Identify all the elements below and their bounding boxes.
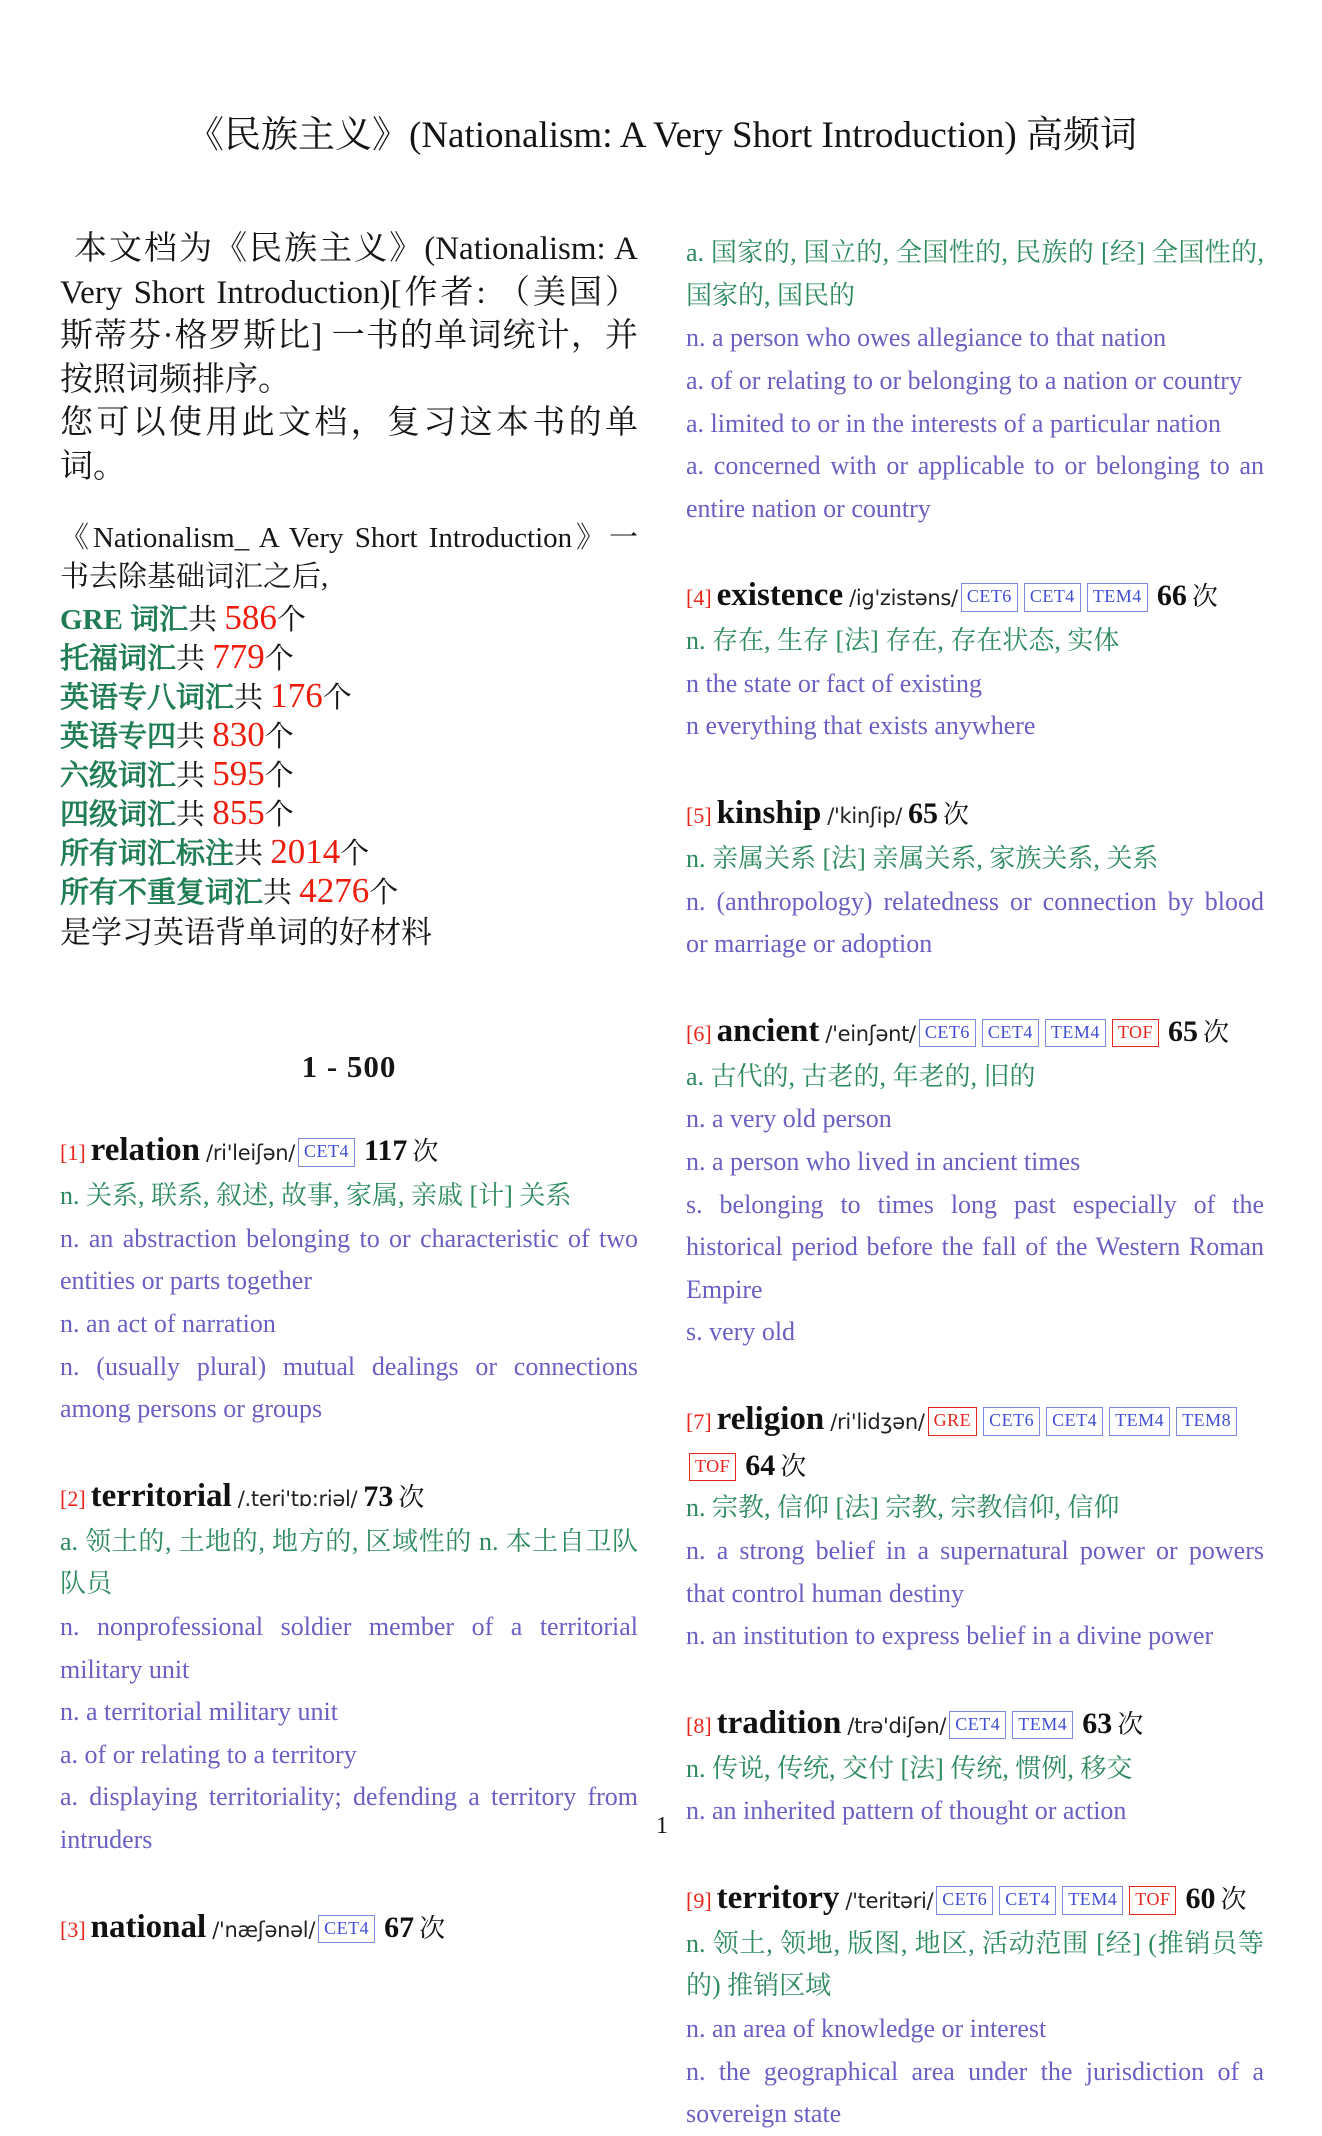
entry-index: [5]	[686, 803, 712, 829]
entry-word: kinship	[716, 795, 822, 832]
entry-header	[686, 1875, 1264, 1923]
intro-paragraph-1: 本文档为《民族主义》(Nationalism: A Very Short Introduction)[作者: （美国）斯蒂芬·格罗斯比] 一书的单词统计，并按照词频排序。	[60, 231, 638, 398]
word-entry	[686, 1875, 1264, 2136]
entry-frequency-count: 73	[363, 1479, 394, 1513]
entry-frequency-unit: 次	[398, 1482, 425, 1512]
word-entry-continued	[686, 232, 1264, 530]
definition-english: n. (anthropology) relatedness or connection by blood or marriage or adoption	[686, 886, 1264, 959]
entry-phonetic: /trə'diʃən/	[847, 1713, 947, 1738]
entry-word: national	[90, 1908, 207, 1945]
entry-frequency-unit: 次	[780, 1451, 807, 1481]
level-tag: TOF	[1129, 1886, 1176, 1915]
entry-frequency-count: 60	[1185, 1881, 1216, 1915]
entry-phonetic: /ri'lidʒən/	[830, 1410, 925, 1435]
level-tag: CET4	[982, 1019, 1039, 1048]
entry-header	[686, 572, 1264, 620]
statistic-unit: 个	[264, 799, 294, 832]
right-column	[686, 228, 1264, 2136]
statistic-count: 595	[212, 754, 265, 793]
level-tag: CET6	[936, 1886, 993, 1915]
definition-chinese: n. 传说, 传统, 交付 [法] 传统, 惯例, 移交	[686, 1753, 1133, 1783]
definition-chinese: n. 关系, 联系, 叙述, 故事, 家属, 亲戚 [计] 关系	[60, 1181, 572, 1211]
entry-index: [9]	[686, 1887, 712, 1913]
statistic-count: 2014	[270, 832, 341, 872]
entry-word: existence	[716, 577, 844, 614]
level-tag: CET4	[318, 1915, 375, 1944]
entry-header	[686, 1396, 1264, 1487]
entry-frequency-count: 66	[1156, 579, 1187, 613]
statistics-footer: 是学习英语背单词的好材料	[60, 915, 432, 951]
entry-word: territorial	[90, 1477, 232, 1514]
entry-phonetic: /ri'leiʃən/	[206, 1141, 296, 1166]
definition-english: n. (usually plural) mutual dealings or connections among persons or groups	[60, 1351, 638, 1424]
statistic-line	[60, 675, 638, 717]
word-entry	[60, 1904, 638, 1952]
entry-frequency-unit: 次	[419, 1913, 446, 1943]
word-entry	[60, 1473, 638, 1862]
level-tag: TOF	[1112, 1019, 1159, 1048]
section-heading: 1 - 500	[301, 1049, 397, 1085]
definition-english: n everything that exists anywhere	[686, 711, 1036, 741]
two-column-layout	[60, 228, 1264, 2136]
definition-english: n. a strong belief in a supernatural power or powers that control human destiny	[686, 1536, 1264, 1608]
statistic-label: 所有词汇标注	[60, 838, 235, 871]
statistic-unit: 个	[264, 720, 294, 753]
entry-index: [3]	[60, 1916, 86, 1942]
definition-chinese: n. 亲属关系 [法] 亲属关系, 家族关系, 关系	[686, 843, 1159, 873]
entry-index: [1]	[60, 1140, 86, 1166]
definition-chinese: n. 领土, 领地, 版图, 地区, 活动范围 [经] (推销员等的) 推销区域	[686, 1928, 1264, 2001]
statistic-label: 六级词汇	[60, 760, 177, 792]
entry-word: tradition	[716, 1704, 842, 1741]
definition-english: a. of or relating to a territory	[60, 1739, 357, 1769]
entry-word: religion	[716, 1401, 825, 1438]
statistic-conjunction: 共	[176, 720, 213, 753]
definition-english: n. an abstraction belonging to or characteristic of two entities or parts together	[60, 1223, 638, 1296]
statistic-conjunction: 共	[176, 642, 213, 675]
definition-english: n. an area of knowledge or interest	[686, 2014, 1047, 2044]
definition-chinese: a. 领土的, 土地的, 地方的, 区域性的 n. 本土自卫队队员	[60, 1526, 638, 1599]
level-tag: CET4	[999, 1886, 1056, 1915]
definition-english: n. nonprofessional soldier member of a territorial military unit	[60, 1611, 638, 1684]
definition-chinese: n. 宗教, 信仰 [法] 宗教, 宗教信仰, 信仰	[686, 1493, 1120, 1523]
statistic-unit: 个	[264, 642, 294, 675]
entry-frequency-unit: 次	[1220, 1884, 1247, 1914]
entry-header	[60, 1904, 638, 1952]
left-column	[60, 228, 638, 1951]
entry-phonetic: /'kinʃip/	[827, 804, 902, 829]
entry-frequency-count: 67	[384, 1910, 415, 1944]
word-entry	[686, 1396, 1264, 1658]
definition-english: n. a territorial military unit	[60, 1697, 338, 1727]
level-tag: TOF	[689, 1453, 736, 1482]
entry-word: ancient	[716, 1012, 820, 1049]
level-tag: CET4	[298, 1138, 355, 1167]
statistic-label: 英语专四	[60, 720, 177, 753]
statistic-conjunction: 共	[176, 799, 213, 832]
definition-chinese: a. 古代的, 古老的, 年老的, 旧的	[686, 1061, 1036, 1091]
entry-index: [6]	[686, 1020, 712, 1046]
entry-header	[60, 1473, 638, 1521]
statistic-line	[60, 756, 638, 795]
entry-index: [2]	[60, 1485, 86, 1511]
statistics-list	[60, 597, 638, 913]
entry-phonetic: /ig'zistəns/	[849, 586, 958, 611]
definition-english: s. belonging to times long past especially of the historical period before the fall of the Western Roman Empire	[686, 1189, 1264, 1304]
statistic-label: GRE 词汇	[60, 603, 189, 636]
level-tag: CET4	[1024, 583, 1081, 612]
level-tag: CET6	[919, 1019, 976, 1048]
statistic-count: 779	[212, 636, 265, 676]
entry-index: [7]	[686, 1409, 712, 1435]
definition-english: a. concerned with or applicable to or belonging to an entire nation or country	[686, 451, 1264, 523]
definition-english: n. a person who owes allegiance to that nation	[686, 323, 1167, 353]
statistic-count: 176	[270, 675, 323, 715]
definition-english: a. of or relating to or belonging to a nation or country	[686, 365, 1242, 395]
entry-phonetic: /.teri'tɒ:riəl/	[237, 1486, 358, 1511]
statistic-unit: 个	[276, 603, 306, 636]
entry-phonetic: /'næʃənəl/	[212, 1917, 316, 1942]
level-tag: CET4	[949, 1711, 1006, 1740]
definition-english: n the state or fact of existing	[686, 668, 983, 698]
entry-frequency-count: 63	[1082, 1706, 1113, 1740]
statistic-conjunction: 共	[234, 838, 271, 871]
level-tag: TEM8	[1176, 1407, 1237, 1436]
document-title: 《民族主义》(Nationalism: A Very Short Introduction) 高频词	[187, 115, 1137, 156]
statistic-unit: 个	[322, 681, 352, 714]
definition-english: n. a very old person	[686, 1104, 892, 1134]
entry-word: territory	[716, 1879, 840, 1916]
statistic-line	[60, 597, 638, 639]
entry-header	[60, 1127, 638, 1175]
entries-right-column	[686, 232, 1264, 2136]
definition-english: s. very old	[686, 1317, 796, 1347]
entry-frequency-unit: 次	[1203, 1017, 1230, 1047]
word-entry	[686, 790, 1264, 966]
entry-frequency-count: 65	[1168, 1014, 1199, 1048]
statistic-conjunction: 共	[176, 760, 213, 792]
vocabulary-statistics	[60, 519, 638, 953]
statistic-count: 830	[212, 714, 265, 754]
statistic-conjunction: 共	[263, 877, 300, 910]
statistic-line	[60, 834, 638, 873]
level-tag: TEM4	[1012, 1711, 1073, 1740]
statistic-label: 所有不重复词汇	[60, 877, 264, 910]
entry-frequency-count: 117	[364, 1134, 408, 1168]
entry-frequency-count: 65	[908, 797, 938, 831]
definition-english: a. displaying territoriality; defending a territory from intruders	[60, 1782, 638, 1854]
statistic-conjunction: 共	[188, 603, 225, 636]
entry-frequency-unit: 次	[1117, 1709, 1144, 1739]
statistic-count: 855	[212, 793, 265, 833]
level-tag: TEM4	[1109, 1407, 1170, 1436]
statistic-count: 4276	[299, 871, 370, 911]
level-tag: CET6	[983, 1407, 1040, 1436]
statistic-label: 四级词汇	[60, 799, 177, 832]
word-entry	[60, 1127, 638, 1431]
statistic-label: 英语专八词汇	[60, 681, 235, 714]
entry-word: relation	[90, 1132, 201, 1169]
statistic-unit: 个	[369, 877, 399, 910]
level-tag: CET6	[961, 583, 1018, 612]
definition-chinese: a. 国家的, 国立的, 全国性的, 民族的 [经] 全国性的, 国家的, 国民的	[686, 238, 1264, 310]
definition-english: n. the geographical area under the jurisdiction of a sovereign state	[686, 2056, 1264, 2129]
statistic-label: 托福词汇	[60, 642, 177, 675]
definition-english: a. limited to or in the interests of a particular nation	[686, 408, 1222, 438]
statistic-line	[60, 873, 638, 912]
entry-header	[686, 1008, 1264, 1056]
level-tag: TEM4	[1087, 583, 1148, 612]
statistics-heading: 《Nationalism_ A Very Short Introduction》一书去除基础词汇之后,	[60, 522, 638, 594]
level-tag: GRE	[928, 1407, 978, 1436]
definition-chinese: n. 存在, 生存 [法] 存在, 存在状态, 实体	[686, 626, 1120, 656]
entry-frequency-unit: 次	[1191, 582, 1218, 612]
entry-frequency-unit: 次	[412, 1137, 439, 1167]
statistic-unit: 个	[264, 760, 294, 792]
level-tag: TEM4	[1045, 1019, 1106, 1048]
definition-english: n. an act of narration	[60, 1308, 276, 1338]
statistic-line	[60, 795, 638, 834]
page-number: 1	[656, 1813, 668, 1839]
definition-english: n. an institution to express belief in a divine power	[686, 1621, 1214, 1651]
level-tag: CET4	[1046, 1407, 1103, 1436]
statistic-count: 586	[224, 597, 277, 637]
intro-paragraph-2: 您可以使用此文档，复习这本书的单词。	[60, 405, 638, 485]
statistic-conjunction: 共	[234, 681, 271, 714]
entry-phonetic: /'teritəri/	[845, 1888, 934, 1913]
statistic-line	[60, 636, 638, 678]
entry-frequency-unit: 次	[943, 800, 970, 830]
statistic-line	[60, 714, 638, 756]
level-tag: TEM4	[1062, 1886, 1123, 1915]
statistic-unit: 个	[340, 838, 370, 871]
entry-header	[686, 790, 1264, 838]
word-entry	[686, 572, 1264, 748]
entry-index: [8]	[686, 1712, 712, 1738]
definition-english: n. an inherited pattern of thought or action	[686, 1796, 1127, 1826]
definition-english: n. a person who lived in ancient times	[686, 1146, 1081, 1176]
word-entry	[686, 1008, 1264, 1354]
entry-header	[686, 1700, 1264, 1748]
entry-index: [4]	[686, 585, 712, 611]
entry-phonetic: /'einʃənt/	[825, 1021, 916, 1046]
entry-frequency-count: 64	[745, 1448, 776, 1482]
